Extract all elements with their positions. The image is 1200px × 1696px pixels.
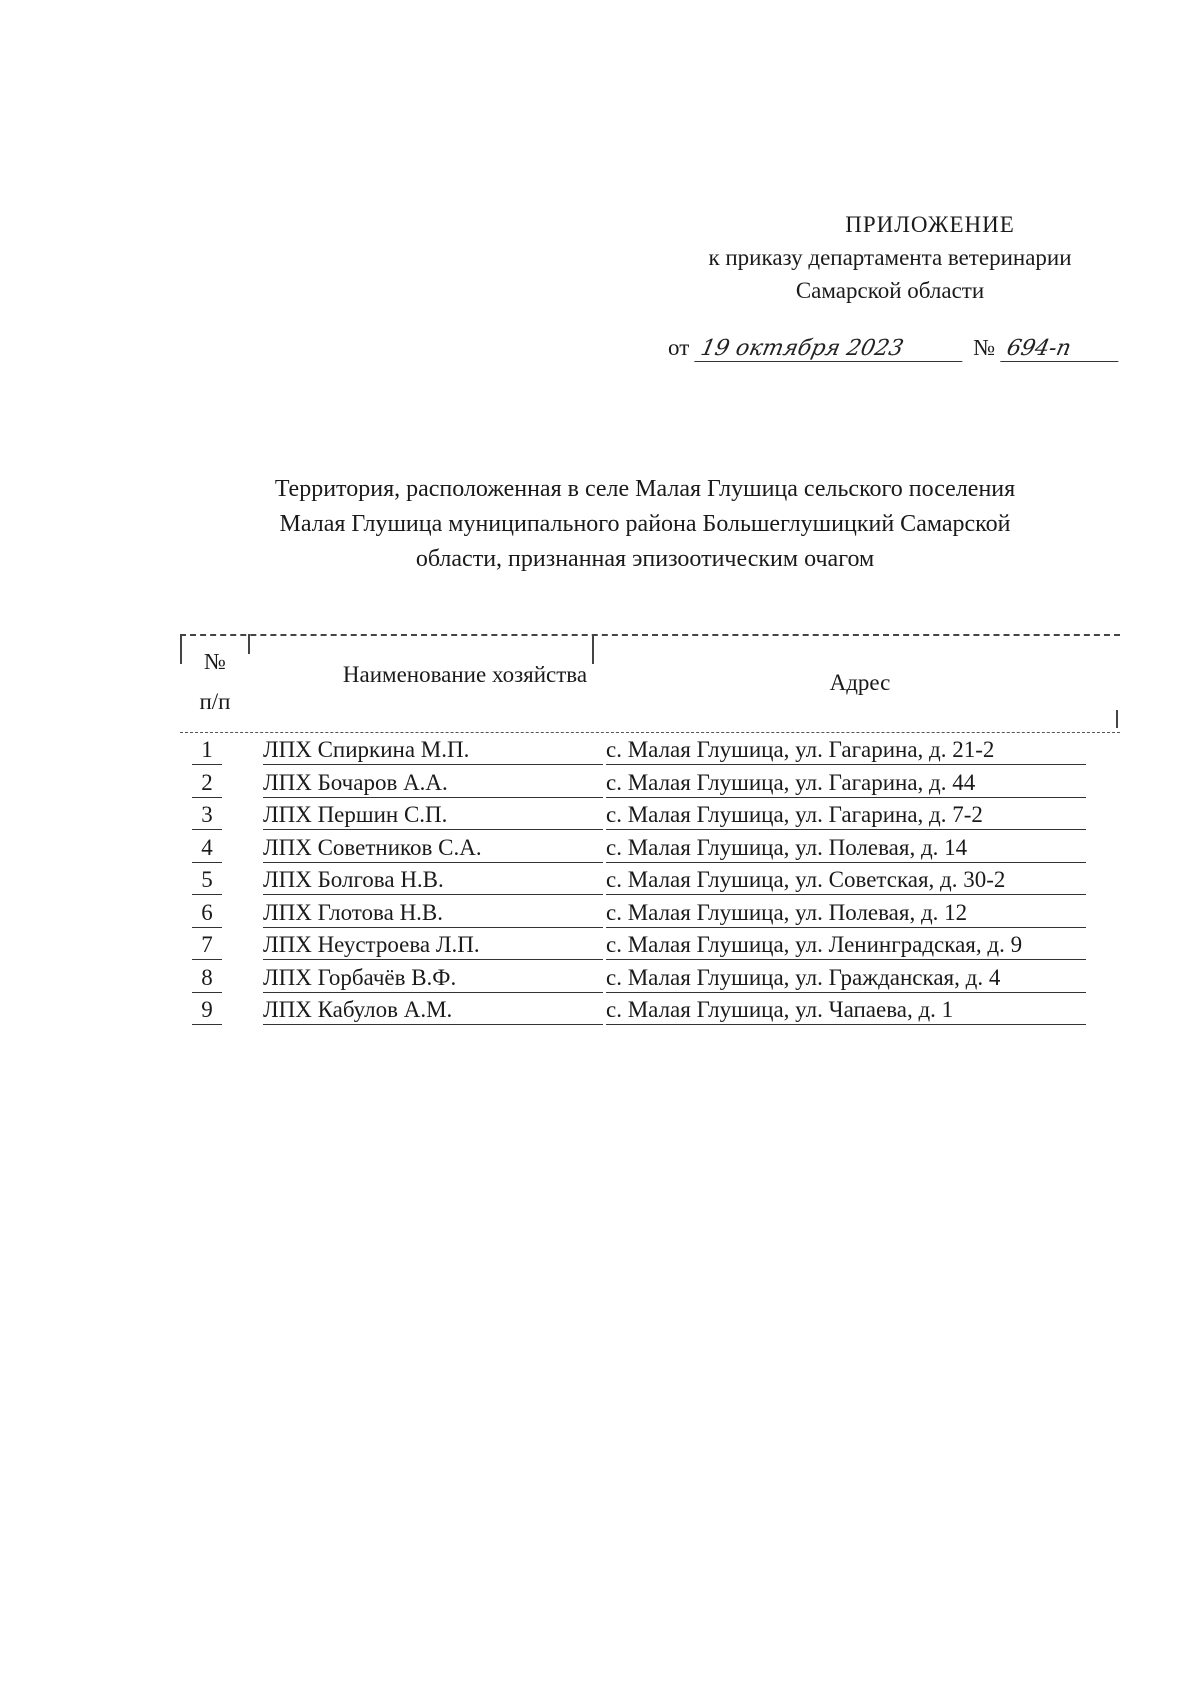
households-table (180, 640, 1120, 1029)
table-body (180, 736, 1120, 1029)
title-line-3: области, признанная эпизоотическим очагом (415, 546, 875, 572)
table-row (180, 834, 1120, 867)
row-number: 8 (192, 964, 222, 993)
appendix-block (640, 208, 1140, 307)
row-address: с. Малая Глушица, ул. Полевая, д. 14 (606, 834, 1086, 863)
row-address: с. Малая Глушица, ул. Чапаева, д. 1 (606, 996, 1086, 1025)
header-household-name: Наименование хозяйства (342, 662, 588, 687)
row-number: 4 (192, 834, 222, 863)
row-number: 2 (192, 769, 222, 798)
table-row (180, 801, 1120, 834)
row-number: 6 (192, 899, 222, 928)
row-address: с. Малая Глушица, ул. Полевая, д. 12 (606, 899, 1086, 928)
row-number: 5 (192, 866, 222, 895)
document-title (190, 472, 1100, 577)
table-row (180, 996, 1120, 1029)
row-household-name: ЛПХ Спиркина М.П. (263, 736, 603, 765)
appendix-line-2: Самарской области (795, 278, 985, 303)
table-row (180, 736, 1120, 769)
row-household-name: ЛПХ Бочаров А.А. (263, 769, 603, 798)
table-row (180, 866, 1120, 899)
header-number-line-2: п/п (199, 689, 231, 714)
table-header (180, 640, 1120, 736)
table-row (180, 931, 1120, 964)
table-top-rule (180, 634, 1120, 636)
row-address: с. Малая Глушица, ул. Гагарина, д. 21-2 (606, 736, 1086, 765)
row-number: 9 (192, 996, 222, 1025)
title-line-2: Малая Глушица муниципального района Большеглушицкий Самарской (279, 511, 1011, 537)
row-household-name: ЛПХ Кабулов А.М. (263, 996, 603, 1025)
order-number-handwritten: 694-п (1000, 336, 1124, 362)
row-household-name: ЛПХ Першин С.П. (263, 801, 603, 830)
table-row (180, 899, 1120, 932)
row-household-name: ЛПХ Неустроева Л.П. (263, 931, 603, 960)
row-address: с. Малая Глушица, ул. Ленинградская, д. 9 (606, 931, 1086, 960)
row-household-name: ЛПХ Глотова Н.В. (263, 899, 603, 928)
order-number-sign: № (973, 335, 996, 360)
header-number-line-1: № (204, 649, 226, 674)
order-from-label: от (668, 335, 690, 360)
row-number: 7 (192, 931, 222, 960)
header-bottom-rule (180, 732, 1120, 733)
row-address: с. Малая Глушица, ул. Гагарина, д. 7-2 (606, 801, 1086, 830)
header-address: Адрес (829, 670, 891, 695)
title-line-1: Территория, расположенная в селе Малая Глушица сельского поселения (274, 476, 1016, 502)
order-line (668, 335, 1188, 362)
row-number: 1 (192, 736, 222, 765)
header-number (190, 642, 240, 722)
row-address: с. Малая Глушица, ул. Гагарина, д. 44 (606, 769, 1086, 798)
row-address: с. Малая Глушица, ул. Советская, д. 30-2 (606, 866, 1086, 895)
row-household-name: ЛПХ Болгова Н.В. (263, 866, 603, 895)
appendix-line-1: к приказу департамента ветеринарии (708, 245, 1072, 270)
table-row (180, 769, 1120, 802)
order-date-handwritten: 19 октября 2023 (694, 336, 968, 362)
appendix-heading: ПРИЛОЖЕНИЕ (845, 212, 1015, 237)
row-number: 3 (192, 801, 222, 830)
table-row (180, 964, 1120, 997)
row-household-name: ЛПХ Горбачёв В.Ф. (263, 964, 603, 993)
row-address: с. Малая Глушица, ул. Гражданская, д. 4 (606, 964, 1086, 993)
row-household-name: ЛПХ Советников С.А. (263, 834, 603, 863)
